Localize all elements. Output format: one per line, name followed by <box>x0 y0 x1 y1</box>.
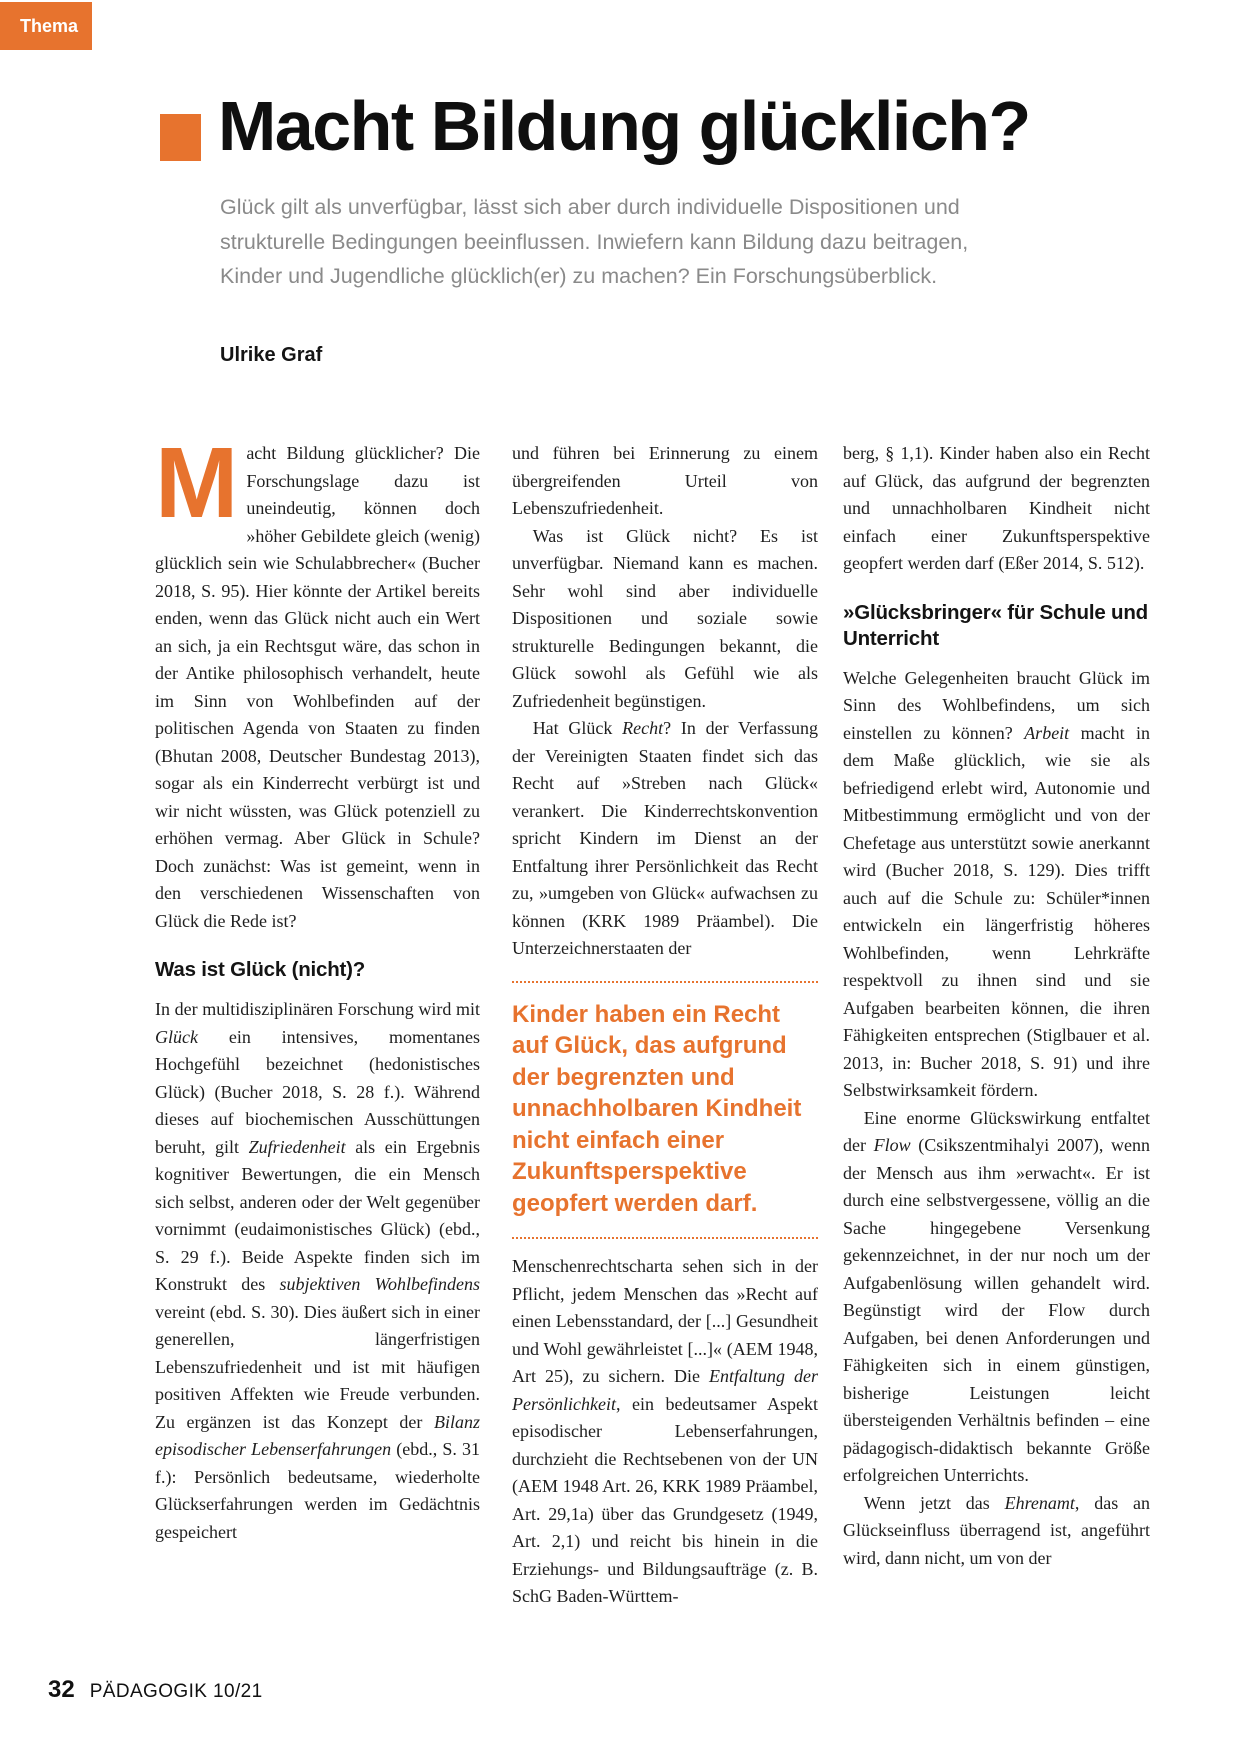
article-lead: Glück gilt als unverfügbar, lässt sich aber durch individuelle Dispositionen und strukturelle Bedingungen beeinflussen. Inwiefern kann Bildung dazu beitragen, Kinder und Jugendliche glücklich(er) zu machen? Ein Forschungsüberblick. <box>220 195 969 288</box>
article-body <box>155 427 1151 1620</box>
body-paragraph: und führen bei Erinnerung zu einem übergreifenden Urteil von Lebenszufriedenheit. <box>512 443 818 518</box>
body-paragraph: Was ist Glück nicht? Es ist unverfügbar. Niemand kann es machen. Sehr wohl sind aber individuelle Dispositionen und soziale sowie strukturelle Bedingungen bekannt, die Glück sowohl als Gefühl wie als Zufriedenheit begünstigen. <box>512 525 818 711</box>
article-author: Ulrike Graf <box>220 344 323 366</box>
body-paragraph: In der multidisziplinären Forschung wird mit Glück ein intensives, momentanes Hochgefühl bezeichnet (hedonistisches Glück) (Bucher 2018, S. 28 f.). Während dieses auf biochemischen Ausschüttungen beruht, gilt Zufriedenheit als ein Ergebnis kognitiver Bewertungen, die ein Mensch sich selbst, anderen oder der Welt gegenüber vornimmt (eudaimonistisches Glück) (ebd., S. 29 f.). Beide Aspekte finden sich im Konstrukt des subjektiven Wohlbefindens vereint (ebd. S. 30). Dies äußert sich in einer generellen, längerfristigen Lebenszufriedenheit und ist mit häufigen positiven Affekten wie Freude verbunden. Zu ergänzen ist das Konzept der Bilanz episodischer Lebenserfahrungen (ebd., S. 31 f.): Persönlich bedeutsame, wiederholte Glückserfahrungen werden im Gedächtnis gespeichert <box>155 999 481 1542</box>
body-paragraph: Wenn jetzt das Ehrenamt, das an Glückseinfluss überragend ist, angeführt wird, dann nicht, um von der <box>843 1492 1150 1568</box>
body-paragraph: Hat Glück Recht? In der Verfassung der Vereinigten Staaten findet sich das Recht auf »Streben nach Glück« verankert. Die Kinderrechtskonvention spricht Kindern im Dienst an der Entfaltung ihrer Persönlichkeit das Recht zu, »umgeben von Glück« aufwachsen zu können (KRK 1989 Präambel). Die Unterzeichnerstaaten der <box>512 718 818 958</box>
body-paragraph: Eine enorme Glückswirkung entfaltet der Flow (Csikszentmihalyi 2007), wenn der Mensch aus ihm »erwacht«. Er ist durch eine selbstvergessene, völlig an die Sache hingegebene Versenkung gekennzeichnet, in der nur noch um der Aufgabenlösung willen gehandelt wird. Begünstigt wird der Flow durch Aufgaben, bei denen Anforderungen und Fähigkeiten sich in einem günstigen, bisherige Leistungen leicht übersteigenden Verhältnis befinden – eine pädagogisch-didaktisch bekannte Größe erfolgreichen Unterrichts. <box>843 1107 1151 1485</box>
page-tag <box>0 2 92 50</box>
column-1 <box>155 427 481 1546</box>
page-tag-label: Thema <box>19 15 78 36</box>
body-paragraph: Menschenrechtscharta sehen sich in der Pflicht, jedem Menschen das »Recht auf einen Lebensstandard, der [...] Gesundheit und Wohl gewährleistet [...]« (AEM 1948, Art 25), zu sichern. Die Entfaltung der Persönlichkeit, ein bedeutsamer Aspekt episodischer Lebenserfahrungen, durchzieht die Rechtsebenen von der UN (AEM 1948 Art. 26, KRK 1989 Präambel, Art. 29,1a) über das Grundgesetz (1949, Art. 2,1) und reicht bis hinein in die Erziehungs- und Bildungsaufträge (z. B. SchG Baden-Württem- <box>512 1256 818 1606</box>
paragraph-text: acht Bildung glücklicher? Die Forschungslage dazu ist uneindeutig, können doch »höher Gebildete gleich (wenig) glücklich sein wie Schulabbrecher« (Bucher 2018, S. 95). Hier könnte der Artikel bereits enden, wenn das Glück nicht auch ein Wert an sich, ja ein Rechtsgut wäre, das schon in der Antike philosophisch verhandelt, heute im Sinn von Wohlbefinden auf der politischen Agenda von Staaten zu finden (Bhutan 2008, Deutscher Bundestag 2013), sogar als ein Kinderrecht verbürgt ist und wir nicht wüssten, was Glück potenziell zu erhöhen vermag. Aber Glück in Schule? Doch zunächst: Was ist gemeint, wenn in den verschiedenen Wissenschaften von Glück die Rede ist? <box>155 443 480 931</box>
pull-quote-text: Kinder haben ein Recht auf Glück, das aufgrund der begrenzten und unnachholbaren Kindheit nicht einfach einer Zukunftsperspektive geopfert werden darf. <box>512 1000 802 1217</box>
magazine-name: PÄDAGOGIK 10/21 <box>89 1681 263 1702</box>
page-number: 32 <box>48 1676 75 1703</box>
pull-quote <box>512 981 818 1240</box>
column-3 <box>843 440 1150 1572</box>
title-bullet-square <box>160 114 201 161</box>
section-heading-was-ist-glueck: Was ist Glück (nicht)? <box>155 958 366 981</box>
body-paragraph: berg, § 1,1). Kinder haben also ein Recht auf Glück, das aufgrund der begrenzten und unnachholbaren Kindheit nicht einfach einer Zukunftsperspektive geopfert werden darf (Eßer 2014, S. 512). <box>843 443 1150 573</box>
column-2 <box>512 440 818 1611</box>
body-paragraph <box>155 427 480 935</box>
page-footer <box>48 1676 263 1704</box>
drop-cap: M <box>155 427 237 539</box>
section-heading-gluecksbringer: »Glücksbringer« für Schule und Unterricht <box>843 600 1148 650</box>
article-title: Macht Bildung glücklich? <box>218 87 1030 165</box>
body-paragraph: Welche Gelegenheiten braucht Glück im Sinn des Wohlbefindens, um sich einstellen zu können? Arbeit macht in dem Maße glücklich, wie sie als befriedigend erlebt wird, Autonomie und Mitbestimmung ermöglicht und von der Chefetage aus unterstützt sowie anerkannt wird (Bucher 2018, S. 129). Dies trifft auch auf die Schule zu: Schüler*innen entwickeln ein längerfristig höheres Wohlbefinden, wenn Lehrkräfte respektvoll zu ihnen sind und sie Aufgaben bearbeiten können, die ihren Fähigkeiten entsprechen (Stiglbauer et al. 2013, in: Bucher 2018, S. 91) und ihre Selbstwirksamkeit fördern. <box>843 667 1150 1100</box>
